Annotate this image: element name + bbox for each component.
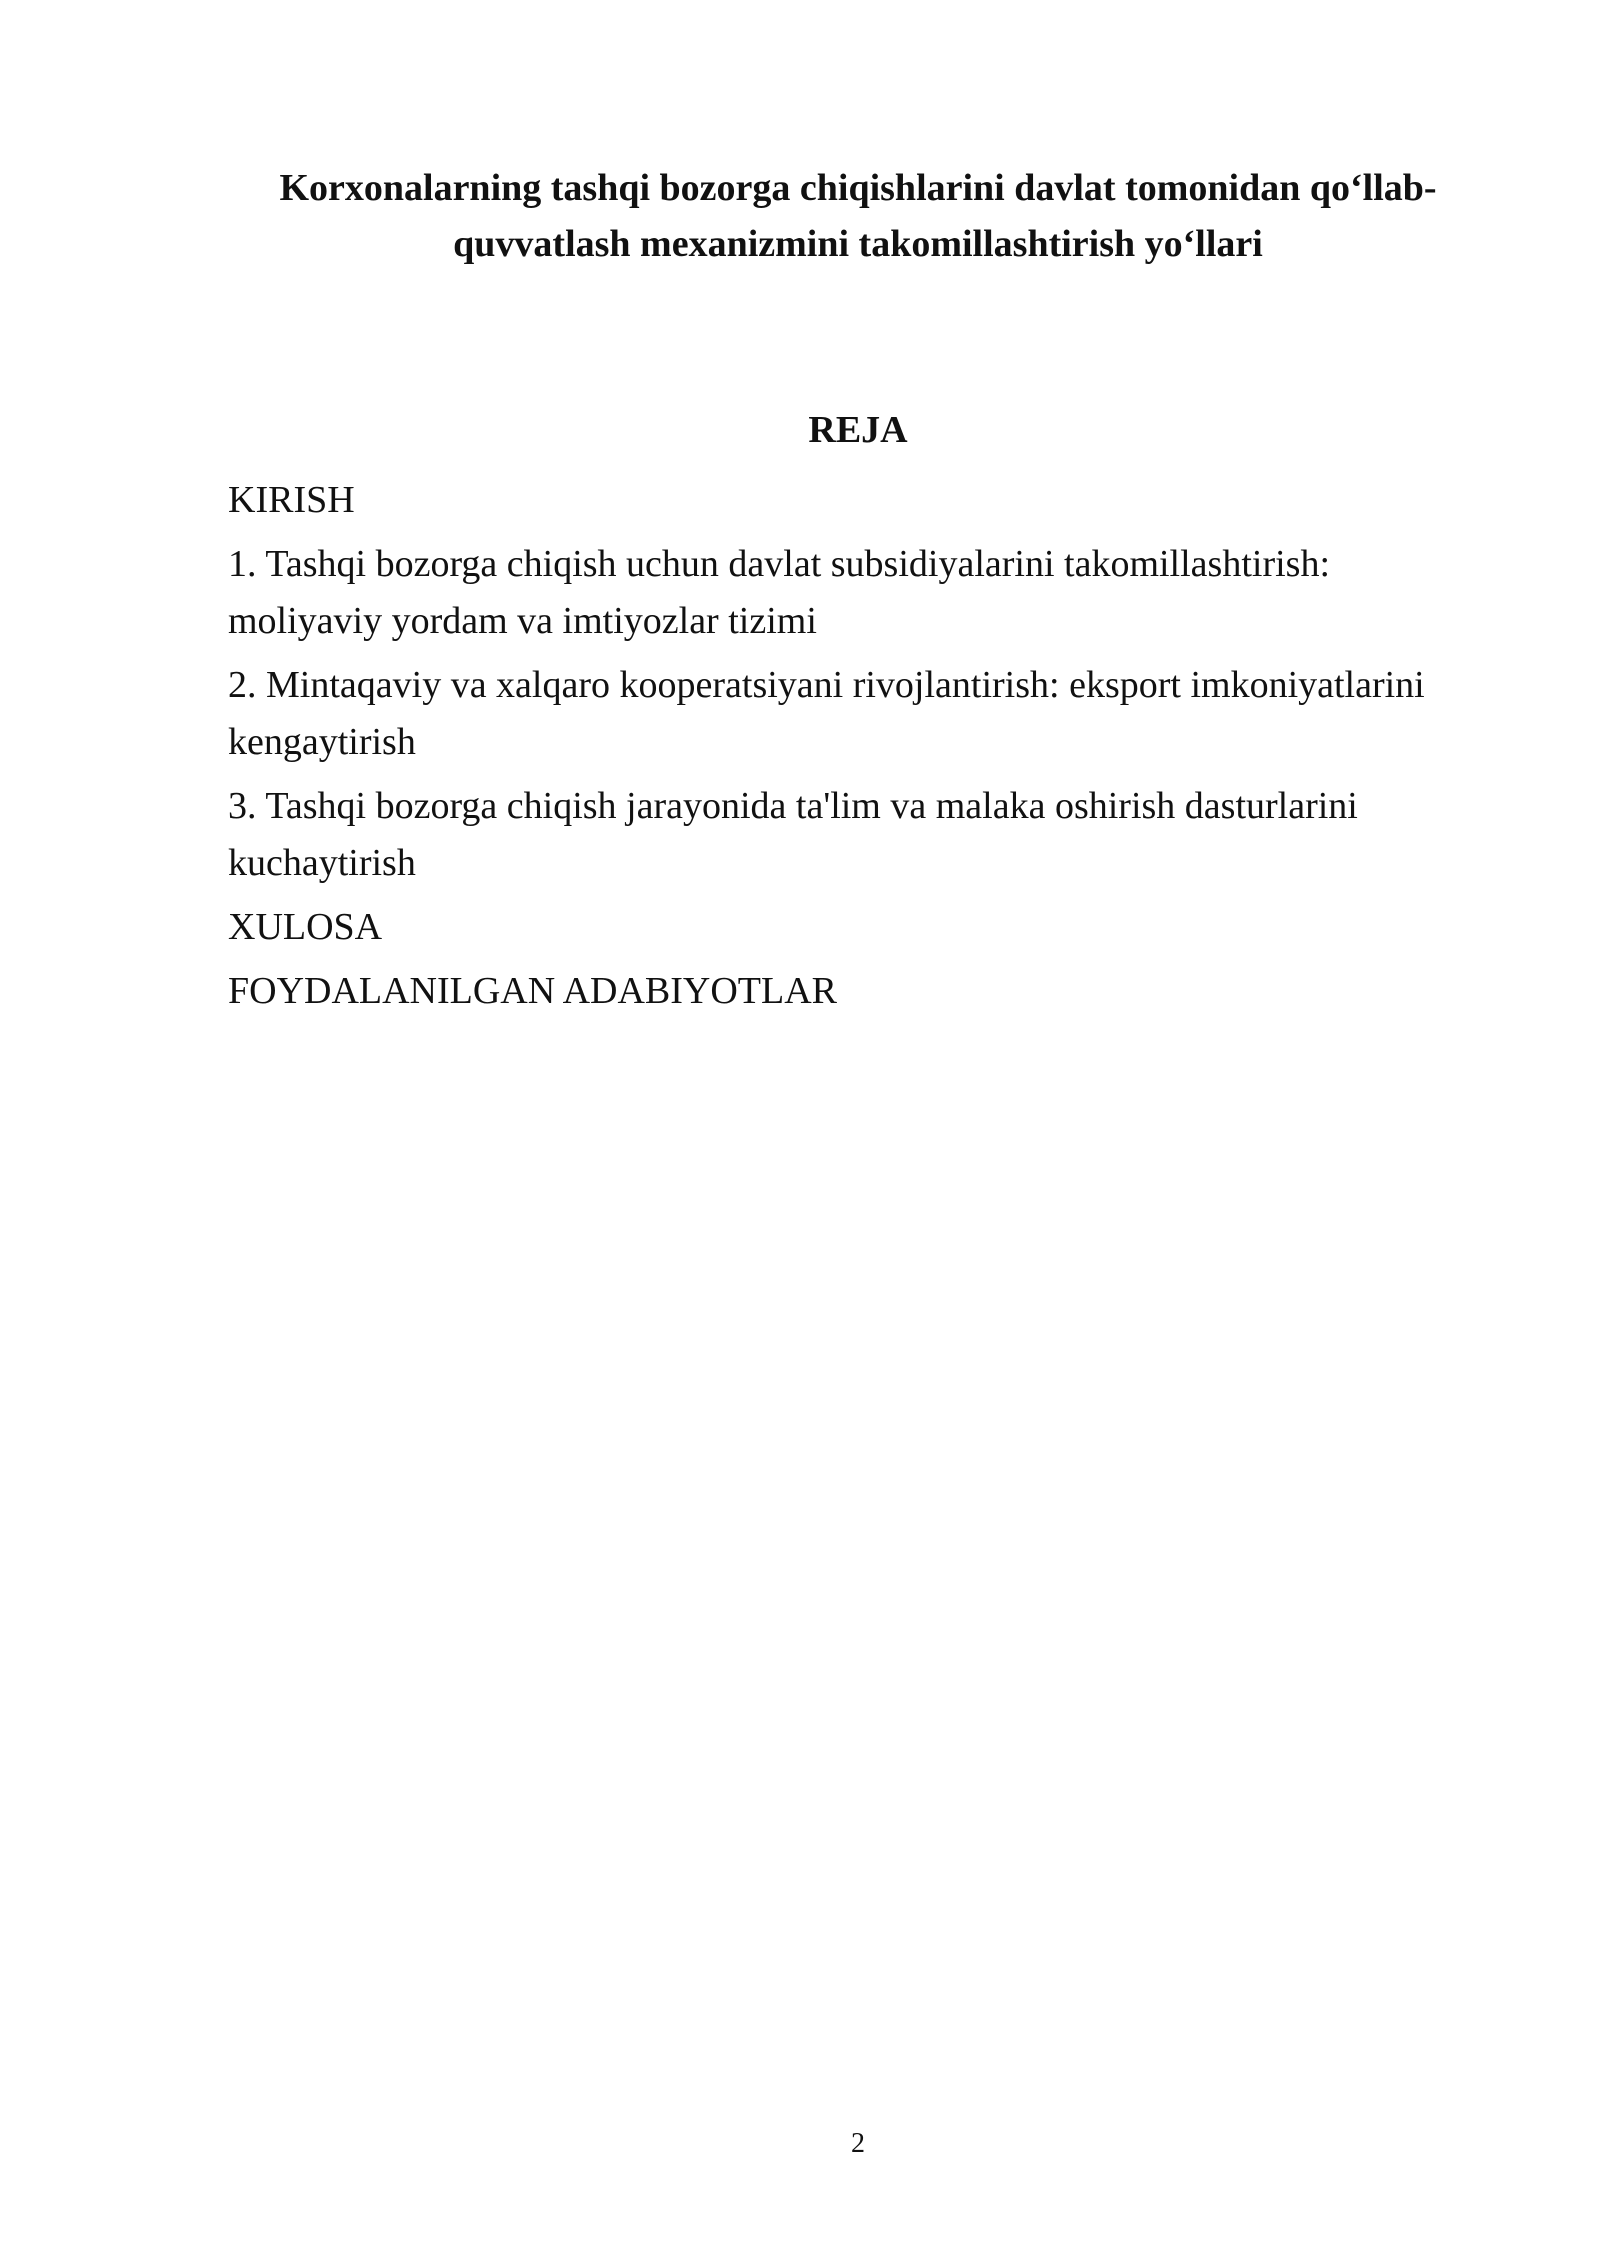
- plan-item-section-1: 1. Tashqi bozorga chiqish uchun davlat subsidiyalarini takomillashtirish: moliyaviy yordam va imtiyozlar tizimi: [228, 543, 1330, 642]
- page-number: 2: [851, 2128, 865, 2159]
- plan-item-section-3: 3. Tashqi bozorga chiqish jarayonida ta'lim va malaka oshirish dasturlarini kuchaytirish: [228, 785, 1358, 884]
- plan-list: [228, 472, 1488, 1027]
- plan-item-references: FOYDALANILGAN ADABIYOTLAR: [228, 970, 838, 1012]
- document-title: Korxonalarning tashqi bozorga chiqishlarini davlat tomonidan qo‘llab-quvvatlash mexanizmini takomillashtirish yo‘llari: [279, 167, 1437, 265]
- plan-item-conclusion: XULOSA: [228, 906, 383, 948]
- plan-item-section-2: 2. Mintaqaviy va xalqaro kooperatsiyani rivojlantirish: eksport imkoniyatlarini kengaytirish: [228, 664, 1425, 763]
- plan-heading: REJA: [808, 409, 908, 451]
- plan-item-introduction: KIRISH: [228, 479, 355, 521]
